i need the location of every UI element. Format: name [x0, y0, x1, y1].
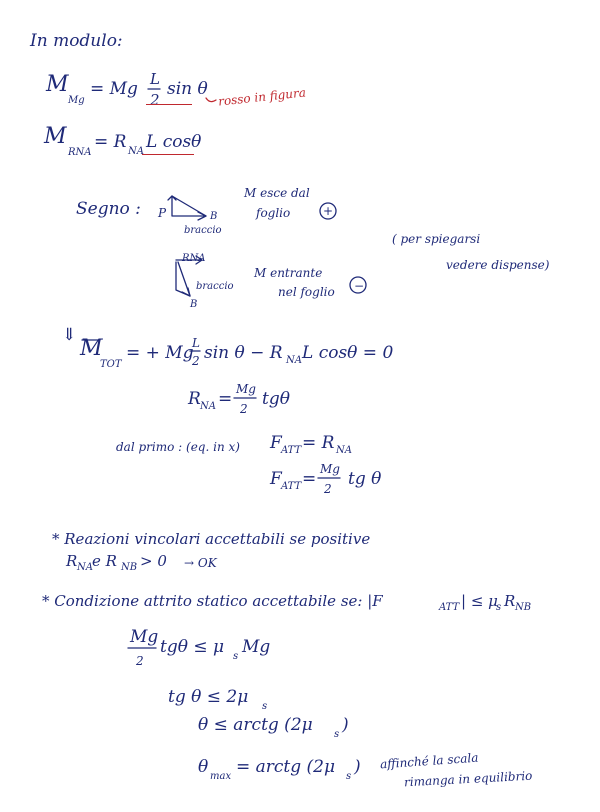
ineq-frac-mg: Mg	[130, 627, 159, 647]
note-rosso-in-figura: rosso in figura	[217, 85, 307, 109]
theta-max-paren: )	[354, 757, 361, 777]
rna-tg: tgθ	[262, 389, 290, 409]
tg-ineq-sub: s	[262, 701, 268, 712]
ineq-mg: Mg	[242, 637, 271, 657]
fatt2-equals: =	[302, 469, 317, 489]
heading-in-modulo: In modulo:	[30, 31, 123, 51]
rna-subscript2: NA	[200, 401, 216, 412]
rimanga-text: rimanga in equilibrio	[403, 768, 533, 790]
mtot-subscript: TOT	[100, 359, 122, 370]
reazioni-text: * Reazioni vincolari accettabili se positive	[52, 530, 371, 548]
cond-le-mu: | ≤ μ	[461, 592, 498, 610]
cond-nb-sub: NB	[515, 602, 532, 613]
moment-mg-equals: = Mg	[90, 79, 138, 99]
rna-equals: =	[218, 389, 233, 409]
diagram2-rna-label: RNA	[182, 253, 206, 264]
fatt2-f: F	[270, 469, 282, 489]
ineq-frac-2: 2	[136, 654, 144, 668]
fraction-2: 2	[150, 91, 160, 109]
tg-ineq: tg θ ≤ 2μ	[168, 687, 249, 707]
mtot-lcos: L cosθ = 0	[302, 343, 394, 363]
foglio-text: foglio	[256, 206, 291, 220]
theta-ineq: θ ≤ arctg (2μ	[198, 715, 313, 735]
rna-rnb-gt: > 0	[140, 552, 167, 570]
fatt-subscript: ATT	[281, 445, 302, 456]
rna-subscript: NA	[128, 146, 144, 157]
theta-max-s-sub: s	[346, 771, 352, 782]
fatt-f: F	[270, 433, 282, 453]
ineq-tg: tgθ ≤ μ	[160, 637, 225, 657]
rna-rnb-r: R	[66, 552, 78, 570]
rna-rnb-sub1: NA	[77, 562, 93, 573]
theta-ineq-paren: )	[342, 715, 349, 735]
affinche-text: affinché la scala	[379, 750, 479, 772]
plus-sign: +	[323, 204, 334, 218]
m-esce-text: M esce dal	[244, 186, 310, 200]
cond-r: R	[504, 592, 516, 610]
fatt2-frac-mg: Mg	[320, 462, 340, 476]
l-cos-theta: L cosθ	[146, 132, 202, 152]
mtot-symbol: M	[80, 336, 103, 361]
diagram-braccio-label: braccio	[184, 225, 222, 236]
rna-frac-mg: Mg	[236, 382, 256, 396]
nel-foglio-text: nel foglio	[278, 285, 335, 299]
fatt-rna-subscript: NA	[336, 445, 352, 456]
fatt-equals-r: = R	[302, 433, 335, 453]
diagram2-braccio-label: braccio	[196, 281, 234, 292]
theta-max: θ	[198, 757, 209, 777]
ineq-s-sub: s	[233, 651, 239, 662]
moment-rna-subscript: RNA	[68, 147, 92, 158]
moment-rna-equals: = R	[94, 132, 127, 152]
moment-mg-symbol: M	[46, 72, 69, 97]
rna-frac-2: 2	[240, 402, 248, 416]
moment-rna-symbol: M	[44, 124, 67, 149]
minus-sign: −	[354, 279, 365, 293]
side-note-2: vedere dispense)	[446, 258, 550, 272]
mtot-frac-2: 2	[192, 354, 200, 368]
rna-r: R	[188, 389, 201, 409]
ok-note: → OK	[184, 556, 217, 570]
mtot-mg: = + Mg	[126, 343, 194, 363]
moment-mg-subscript: Mg	[68, 95, 85, 106]
diagram-p-label: P	[158, 206, 167, 220]
rna-rnb-e: e R	[92, 552, 117, 570]
sin-theta: sin θ	[167, 79, 208, 99]
mtot-frac-l: L	[192, 336, 200, 350]
theta-max-sub: max	[210, 771, 232, 782]
segno-label: Segno :	[76, 199, 141, 219]
side-note-1: ( per spiegarsi	[392, 232, 481, 246]
condizione-text: * Condizione attrito statico accettabile se: |F	[42, 592, 383, 610]
rna-rnb-sub2: NB	[121, 562, 138, 573]
fatt2-tg: tg θ	[348, 469, 382, 489]
fatt2-subscript: ATT	[281, 481, 302, 492]
theta-ineq-sub: s	[334, 729, 340, 740]
fraction-l: L	[150, 70, 160, 88]
diagram-b-label: B	[210, 211, 218, 222]
diagram2-b-label: B	[190, 299, 198, 310]
mtot-na-subscript: NA	[286, 355, 302, 366]
fatt2-frac-2: 2	[324, 482, 332, 496]
dal-primo-text: dal primo : (eq. in x)	[116, 440, 240, 454]
cond-att-sub: ATT	[439, 602, 460, 613]
m-entrante-text: M entrante	[254, 266, 323, 280]
cond-s-sub: s	[496, 602, 502, 613]
implies-arrow: ⇓	[62, 325, 77, 345]
theta-max-eq: = arctg (2μ	[236, 757, 336, 777]
mtot-sin-rna: sin θ − R	[204, 343, 283, 363]
